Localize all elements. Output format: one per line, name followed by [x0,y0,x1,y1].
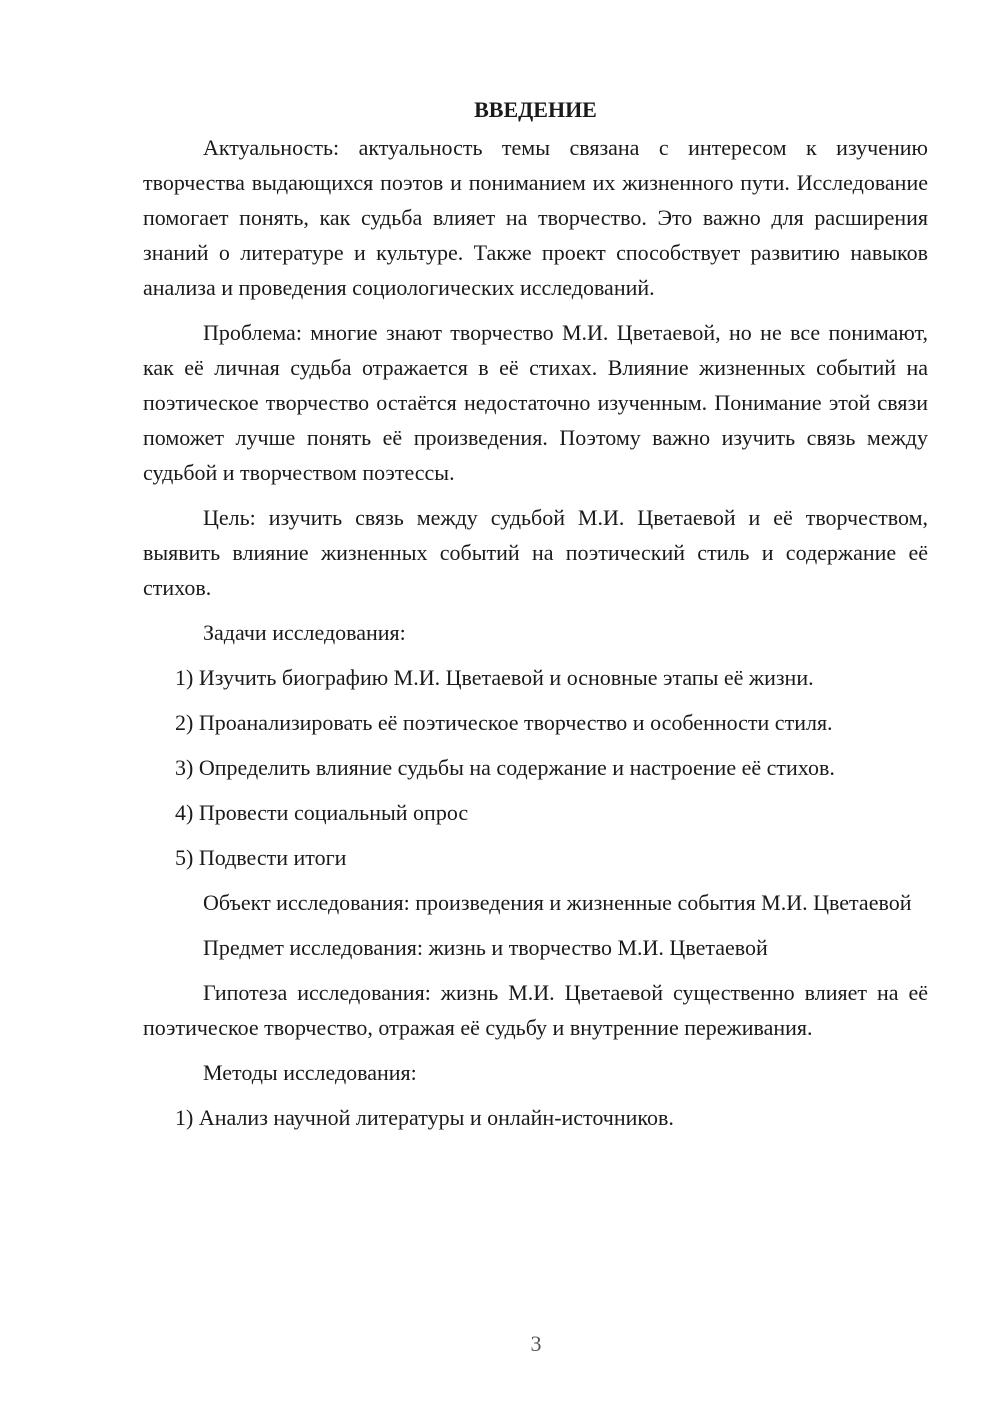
paragraph-hypothesis: Гипотеза исследования: жизнь М.И. Цветаевой существенно влияет на её поэтическое творчество, отражая её судьбу и внутренние переживания. [143,980,928,1040]
task-item-2: 2) Проанализировать её поэтическое творчество и особенности стиля. [175,710,833,735]
task-item-3: 3) Определить влияние судьбы на содержание и настроение её стихов. [175,755,835,780]
section-title: ВВЕДЕНИЕ [474,97,597,122]
paragraph-object: Объект исследования: произведения и жизненные события М.И. Цветаевой [203,890,912,915]
paragraph-goal: Цель: изучить связь между судьбой М.И. Цветаевой и её творчеством, выявить влияние жизненных событий на поэтический стиль и содержание её стихов. [143,505,928,600]
paragraph-relevance: Актуальность: актуальность темы связана с интересом к изучению творчества выдающихся поэтов и пониманием их жизненного пути. Исследование помогает понять, как судьба влияет на творчество. Это важно для расширения знаний о литературе и культуре. Также проект способствует развитию навыков анализа и проведения социологических исследований. [143,135,928,300]
task-item-5: 5) Подвести итоги [175,845,347,870]
task-item-4: 4) Провести социальный опрос [175,800,469,825]
method-item-1: 1) Анализ научной литературы и онлайн-источников. [175,1105,674,1130]
tasks-heading: Задачи исследования: [203,620,406,645]
page-number: 3 [530,1331,542,1356]
document-page [143,92,928,1145]
methods-heading: Методы исследования: [203,1060,417,1085]
paragraph-problem: Проблема: многие знают творчество М.И. Цветаевой, но не все понимают, как её личная судьба отражается в её стихах. Влияние жизненных событий на поэтическое творчество остаётся недостаточно изученным. Понимание этой связи поможет лучше понять её произведения. Поэтому важно изучить связь между судьбой и творчеством поэтессы. [143,320,928,485]
task-item-1: 1) Изучить биографию М.И. Цветаевой и основные этапы её жизни. [175,665,814,690]
paragraph-subject: Предмет исследования: жизнь и творчество М.И. Цветаевой [203,935,768,960]
